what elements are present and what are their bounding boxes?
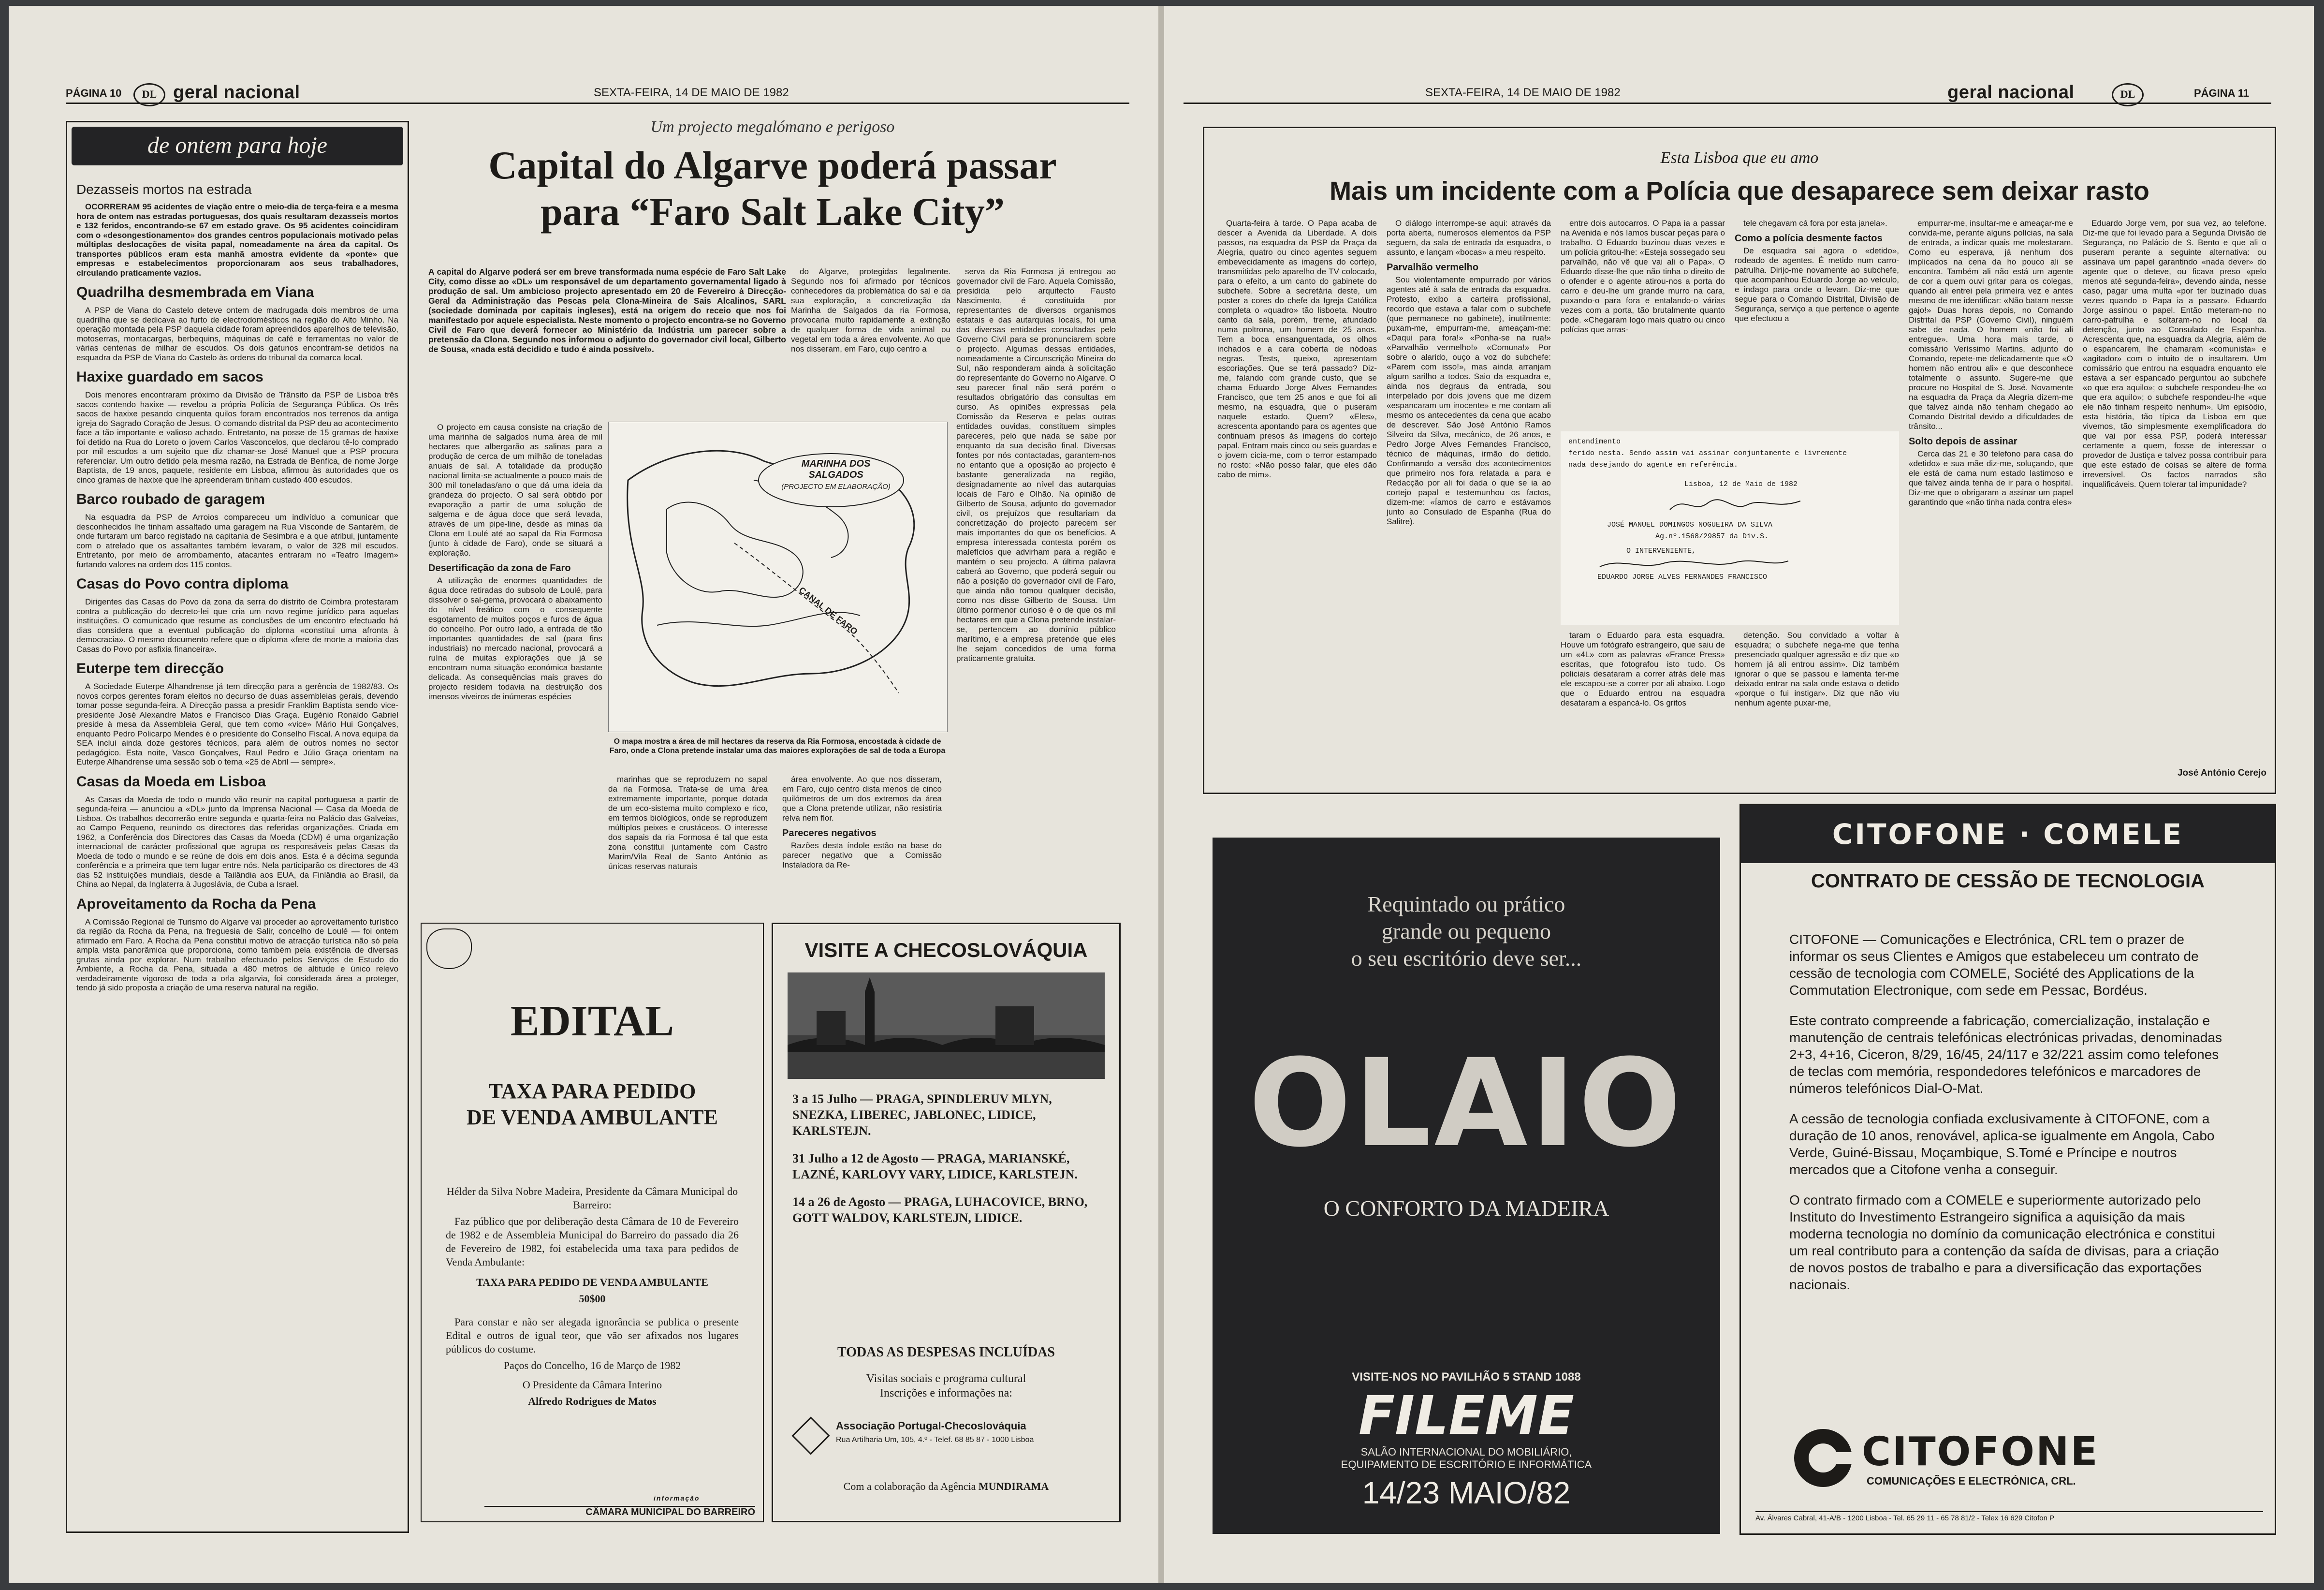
police-text: entre dois autocarros. O Papa ia a passar na Avenida e nós íamos buscar peças para o trabalho. O Eduardo buzinou duas vezes e um polícia gritou-lhe: «Esteja sossegado seu parvalhão, não vê que vai ali o Papa». O Eduardo disse-lhe que não tinha o direito de o ofender e o agente atirou-nos a porta do carro e deu-lhe um grande murro na cara, puxando-o para fora e entalando-o várias vezes com a porta, tão brutalmente quanto pode. «Chegaram logo mais quatro ou cinco polícias que arras- [1561, 219, 1725, 334]
police-text: taram o Eduardo para esta esquadra. Houve um fotógrafo estrangeiro, que saiu de um «4L» com as palavras «France Press» escritas, que fotografou isto tudo. Os policiais desataram a correr atrás dele mas ele escapou-se a correr por ali abaixo. Logo que o Eduardo entrou na esquadra desataram a espancá-lo. Os gritos [1561, 631, 1725, 707]
citofone-logo-sub: COMUNICAÇÕES E ELECTRÓNICA, CRL. [1867, 1475, 2076, 1487]
police-subhead: Solto depois de assinar [1909, 436, 2017, 447]
citofone-ad [1739, 804, 2276, 1535]
citofone-paragraph: Este contrato compreende a fabricação, comercialização, instalação e manutenção de centrais telefónicas electrónicas privadas, denominadas 2+3, 4+16, Ciceron, 8/29, 16/45, 24/117 e 32/221 assim como telefones de teclas com memória, respondedores telefónicos e marcadores de números telefónicos Dial-O-Mat. [1789, 1013, 2222, 1096]
sidebar-title: Aproveitamento da Rocha da Pena [76, 896, 316, 912]
faro-column-b-top [791, 267, 950, 383]
page-date: SEXTA-FEIRA, 14 DE MAIO DE 1982 [594, 86, 789, 99]
fileme-dates: 14/23 MAIO/82 [1362, 1475, 1571, 1510]
faro-column-a [428, 423, 602, 911]
police-column-4 [1735, 219, 1899, 427]
faro-lede: A capital do Algarve poderá ser em breve transformada numa espécie de Faro Salt Lake City, como disse ao «DL» um responsável de um departamento governamental ligado à produção de sal. Um ambicioso projecto apresentado em 20 de Fevereiro à Direcção-Geral da Administração das Pescas pela Clona-Mineira de Sais Alcalinos, SARL (sociedade dominada por capitais ingleses), está na origem do receio que nos foi manifestado por aquele especialista. Neste momento o projecto encontra-se no Governo Civil de Faro que deverá fornecer ao Ministério da Indústria um parecer sobre a pretensão da Clona. Segundo nos informou o adjunto do governador civil local, Gilberto de Sousa, «nada está decidido e tudo é ainda possível». [428, 267, 786, 354]
faro-text: área envolvente. Ao que nos disseram, em Faro, cujo centro dista menos de cinco quilómetros de um dos extremos da área que a Clona pretende utilizar, não resistiria relva nem flor. [782, 775, 942, 823]
sidebar-banner: de ontem para hoje [72, 127, 403, 165]
sidebar-body: A Sociedade Euterpe Alhandrense já tem direcção para a gerência de 1982/83. Os novos corpos gerentes foram eleitos no decurso de duas assembleias gerais, devendo tomar posse segunda-feira. A Direcção passa a presidir Franklim Baptista sendo vice-presidente José Alexandre Matos e Francisco Dias Graça. Eugénio Ronaldo Gabriel preside à mesa da Assembleia Geral, que tem como «vice» Mário Hui Gonçalves, enquanto Pedro Policarpo Mendes é o presidente do Conselho Fiscal. A nova equipa da SEA inclui ainda doze gestores técnicos, para além de outros nomes no sector pedagógico. Esta noite, Vasco Gonçalves, Raul Pedro e Júlio Graça orientam na Euterpe Alhandrense uma sessão sob o tema «25 de Abril — sempre». [76, 682, 398, 766]
checo-title: VISITE A CHECOSLOVÁQUIA [804, 939, 1088, 961]
sidebar-body: As Casas da Moeda de todo o mundo vão reunir na capital portuguesa a partir de segunda-feira — anunciou a «DL» junto da Imprensa Nacional — Casa da Moeda de Lisboa. Os trabalhos decorrerão entre segunda e quarta-feira no Palácio das Galveias, ao Campo Pequeno, reunindo os directores das referidas organizações. Criada em 1962, a Conferência dos Directores das Casas da Moeda (CDM) é uma organização internacional de carácter profissional que agrupa os responsáveis pelas Casas da Moeda de todo o mundo e se reúne de dois em dois anos. Esta é a décima segunda conferência e a primeira que tem lugar entre nós. Nela participarão os directores de 43 das 52 instituições mundiais, desde a Tailândia aos EUA, da Finlândia ao Brasil, da China ao Nepal, da Inglaterra à Jugoslávia, de Cuba a Israel. [76, 795, 398, 889]
faro-subhead: Desertificação da zona de Faro [428, 563, 571, 574]
checo-info [773, 1371, 1119, 1400]
edital-footer: CÂMARA MUNICIPAL DO BARREIRO [484, 1506, 755, 1519]
section-name: geral nacional [173, 82, 300, 103]
checo-info-line-1: Visitas sociais e programa cultural [866, 1372, 1026, 1385]
sidebar-body: A PSP de Viana do Castelo deteve ontem de madrugada dois membros de uma quadrilha que se dedicava ao furto de electrodomésticos na região do Alto Minho. Na operação montada pela PSP daquela cidade foram apreendidos aparelhos de televisão, motoserras, montacargas, berbequins, máquinas de café e ferramentas no valor de várias centenas de milhar de escudos. Os dois gatunos encontram-se detidos na esquadra da PSP de Viana do Castelo às ordens do tribunal da comarca local. [76, 306, 398, 362]
citofone-logo-icon [1794, 1429, 1852, 1487]
sidebar-title: Quadrilha desmembrada em Viana [76, 284, 314, 300]
right-page [1164, 6, 2314, 1583]
faro-headline-line-1: Capital do Algarve poderá passar [488, 143, 1057, 187]
fileme-subtitle [1213, 1446, 1720, 1471]
sidebar-body: Dirigentes das Casas do Povo da zona da serra do distrito de Coimbra protestaram contra a publicação do decreto-lei que cria um novo regime jurídico para aquelas instituições. O comunicado que resume as conclusões de um encontro efectuado há dias considera que a eventual publicação do diploma «constitui uma afronta à democracia». O mesmo documento refere que o diploma «fere de morte a maioria das Casas do Povo por asfixia financeira». [76, 597, 398, 654]
association-logo-icon [791, 1416, 830, 1455]
map-label-projecto: (PROJECTO EM ELABORAÇÃO) [781, 483, 891, 491]
police-column-6 [2083, 219, 2266, 765]
dl-logo: DL [2112, 83, 2144, 106]
police-text: De esquadra sai agora o «detido», rodeado de agentes. É metido num carro-patrulha. Dirijo-me novamente ao subchefe, que acompanhou Eduardo Jorge ao veículo, e indago para onde o levam. Diz-me que segue para o Comando Distrital, Divisão de Segurança, serviço a que pertence o agente que efectuou a [1735, 246, 1899, 323]
faro-headline [424, 142, 1121, 235]
faro-kicker: Um projecto megalómano e perigoso [650, 118, 895, 136]
faro-map [608, 422, 948, 732]
interveniente-signature-icon [1568, 557, 1891, 572]
sidebar-title: Dezasseis mortos na estrada [76, 182, 252, 197]
citofone-paragraph: O contrato firmado com a COMELE e superiormente autorizado pelo Instituto do Investimento Estrangeiro significa a aquisição da mais moderna tecnologia no domínio da comunicação electrónica e constitui um real contributo para a contenção da saída de divisas, para a criação de novos postos de trabalho e para a diversificação das exportações nacionais. [1789, 1192, 2219, 1292]
faro-column-d [956, 267, 1116, 915]
citofone-logo: CITOFONE [1862, 1429, 2099, 1475]
sidebar-title: Euterpe tem direcção [76, 661, 224, 677]
edital-closing: Para constar e não ser alegada ignorância se publica o presente Edital e outros de igual teor, que vão ser afixados nos lugares públicos do costume. [446, 1316, 739, 1355]
police-kicker: Esta Lisboa que eu amo [1660, 149, 1819, 167]
fileme-logo: FILEME [1359, 1384, 1574, 1446]
faro-text: marinhas que se reproduzem no sapal da ria Formosa. Trata-se de uma área extremamente importante, porque dotada de um eco-sistema muito complexo e rico, em termos biológicos, onde se reproduzem múltiplos peixes e crustáceos. O interesse dos sapais da ria Formosa é tal que esta zona constitui juntamente com Castro Marim/Vila Real de Santo António as únicas reservas naturais [608, 775, 768, 871]
edital-info-label: informação [654, 1494, 700, 1502]
edital-subtitle-line-1: TAXA PARA PEDIDO [488, 1079, 696, 1103]
citofone-paragraph: A cessão de tecnologia confiada exclusivamente à CITOFONE, com a duração de 10 anos, renovável, aplica-se igualmente em Angola, Cabo Verde, Guiné-Bissau, Moçambique, S.Tomé e Príncipe e noutros mercados que a Citofone venha a conseguir. [1789, 1111, 2215, 1177]
page-number: PÁGINA 10 [66, 87, 122, 99]
sidebar-title: Casas do Povo contra diploma [76, 576, 289, 592]
faro-text: Razões desta índole estão na base do parecer negativo que a Comissão Instaladora da Re- [782, 841, 942, 869]
sidebar-title: Haxixe guardado em sacos [76, 369, 263, 385]
section-name: geral nacional [1947, 82, 2075, 103]
newspaper-spread [9, 6, 2314, 1583]
police-column-5 [1909, 219, 2073, 784]
page-number: PÁGINA 11 [2194, 87, 2250, 99]
edital-ad [421, 923, 764, 1522]
faro-text: A utilização de enormes quantidades de água doce retiradas do subsolo de Loulé, para dissolver o sal-gema, provocará o abaixamento do nível freático com o consequente esgotamento de muitos poços e furos de água do concelho. Por outro lado, a entrada de tão importantes quantidades de sal (para fins industriais) no mercado nacional, provocará a ruína de muitas explorações que já se encontram numa situação económica bastante delicada. As consequências mais graves do projecto residem todavia na destruição dos imensos viveiros de inúmeras espécies [428, 576, 602, 701]
edital-body [446, 1185, 739, 1456]
police-column-2 [1387, 219, 1551, 784]
fileme-subtitle-line-2: EQUIPAMENTO DE ESCRITÓRIO E INFORMÁTICA [1341, 1458, 1592, 1471]
citofone-address: Av. Álvares Cabral, 41-A/B - 1200 Lisboa - Tel. 65 29 11 - 65 78 81/2 - Telex 16 629 Citofon P [1755, 1511, 2263, 1522]
police-subhead: Como a polícia desmente factos [1735, 233, 1883, 244]
checoslovaquia-ad [772, 923, 1121, 1522]
police-text: Sou violentamente empurrado por vários agentes até à sala de entrada da esquadra. Protesto, exibo a carteira profissional, recordo que estava a falar com o subchefe (que permanece no gabinete), inutilmente: puxam-me, empurram-me, ameaçam-me: «Daqui para fora!» «Ponha-se na rua!» «Parvalhão vermelho!» «Comuna!» Por sobre o alarido, ouço a voz do subchefe: «Parem com isso!», mas ainda arranjam algum sarilho a todos. Saio da esquadra e, ainda nos degraus da entrada, sou interpelado por dois jovens que me dizem «espancaram um inocente» e me contam ali mesmo os antecedentes da cena que acabo de descrever. São José António Ramos Silveiro da Silva, mecânico, de 26 anos, e Pedro Jorge Alves Fernandes Francisco, técnico de máquinas, irmão do detido. Confirmando a versão dos acontecimentos que primeiro nos fora relatada a para e Redacção por ali foi dada o que se ia ao cortejo papal e testemunhou os factos, dizem-me: «Íamos de carro e estávamos junto ao Consulado de Espanha (Rua do Salitre). [1387, 275, 1551, 526]
sidebar-body: Dois menores encontraram próximo da Divisão de Trânsito da PSP de Lisboa três sacos contendo haxixe — revelou a própria Polícia de Segurança Pública. Os três sacos de haxixe pesando cinquenta quilos foram encontrados nos terrenos da antiga igreja do Sagrado Coração de Jesus. O comando distrital da PSP deu ao acontecimento face a tão importante e valioso achado. Entretanto, na posse de 15 gramas de haxixe foi detido na Rua do Loreto o jovem Carlos Vasconcelos, que declarou tê-lo comprado por mil escudos a um sujeito que diz chamar-se José Manuel que a PSP procura referenciar. Um outro detido pela mesma razão, na Estrada de Benfica, de nome Jorge Baptista, de 19 anos, paquete, residente em Lisboa, afirmou às autoridades que os cinco gramas de haxixe que lhe apreenderam tinham custado 400 escudos. [76, 390, 398, 485]
police-text: detenção. Sou convidado a voltar à esquadra; o subchefe nega-me que tenha presenciado qualquer agressão e diz que «o homem já ali entrou assim». Diz também ignorar o que se passou e lamenta ter-me deixado entrar na sala onde estava o detido «porque o fui instigar». Diz que não viu nenhum agente puxar-me, [1735, 631, 1899, 707]
sidebar-title: Barco roubado de garagem [76, 491, 265, 507]
olaio-tagline [1213, 891, 1720, 972]
header-rule [1184, 103, 2271, 104]
police-subhead: Parvalhão vermelho [1387, 262, 1479, 273]
citofone-header: CITOFONE · COMELE [1832, 818, 2184, 851]
police-byline: José António Cerejo [2177, 768, 2266, 778]
citofone-logo-icon-gap [1823, 1452, 1852, 1464]
sidebar-body: Na esquadra da PSP de Arroios compareceu um indivíduo a comunicar que desconhecidos lhe tinham assaltado uma garagem na Rua Visconde de Santarém, de onde furtaram um barco registado na capitania de Sesimbra e a que atribui, juntamente com o atrelado que os assaltantes também levaram, o valor de 328 mil escudos. Entretanto, por meio de arrombamento, atacantes entraram no «Teatro Imagem» furtando valores na ordem dos 115 contos. [76, 513, 398, 569]
police-text: Quarta-feira à tarde. O Papa acaba de descer a Avenida da Liberdade. A dois passos, na esquadra da PSP da Praça da Alegria, quatro ou cinco agentes seguem embevecidamente as imagens do cortejo, transmitidas pelo aparelho de TV colocado, para o efeito, a um canto do gabinete do subchefe. Sobre a secretária deste, um poster a cores do chefe da Igreja Católica completa o «quadro» tão lisboeta. Noutro canto da sala, porém, treme, afundado numa poltrona, um homem de 25 anos. Tem a boca ensanguentada, os olhos inchados e a cara coberta de nódoas negras. Tests, queixo, apresentam escoriações. Que se terá passado? Diz-me, falando com grande custo, que se chama Eduardo Jorge Alves Fernandes Francisco, que tem 25 anos e que foi ali mesmo, na esquadra, que o puseram naquele estado. Quem? «Eles», acrescenta apontando para os agentes que continuam presos às imagens do cortejo papal. Entram mais cinco ou seis guardas e o jovem cicia-me, com o terror estampado no rosto: «Não posso falar, que eles dão cabo de mim». [1217, 219, 1377, 479]
sidebar-lede: OCORRERAM 95 acidentes de viação entre o meio-dia de terça-feira e a mesma hora de ontem nas estradas portuguesas, dos quais resultaram dezasseis mortos e 132 feridos, encontrando-se 67 em estado grave. Os 95 acidentes coincidiram com o «desongestionamento» dos grandes centros populacionais motivado pelas múltiplas deslocações de visita papal, nomeadamente na área da capital. Os transportes públicos eram esta manhã amostra evidente da «ponte» que empresas e estabelecimentos proporcionaram aos seus trabalhadores, circulando praticamente vazios. [76, 202, 398, 278]
police-text: O diálogo interrompe-se aqui: através da porta aberta, numerosos elementos da PSP seguem, da sala de entrada da esquadra, o assunto, e lançam «bocas» a meu respeito. [1387, 219, 1551, 257]
police-column-4-lower [1735, 631, 1899, 785]
olaio-tagline-line-3: o seu escritório deve ser... [1351, 946, 1582, 971]
faro-column-c [782, 775, 942, 915]
doc-line: ferido nesta. Sendo assim vai assinar conjuntamente e livremente [1568, 449, 1847, 457]
edital-intro: Hélder da Silva Nobre Madeira, Presidente da Câmara Municipal do Barreiro: [446, 1185, 738, 1211]
faro-column-b-bottom [608, 775, 768, 915]
map-caption: O mapa mostra a área de mil hectares da reserva da Ria Formosa, encostada à cidade de Faro, onde a Clona pretende instalar uma das maiores explorações de sal de toda a Europa [609, 737, 946, 755]
doc-line: JOSÉ MANUEL DOMINGOS NOGUEIRA DA SILVA [1607, 521, 1773, 529]
header-rule [66, 103, 1129, 104]
trip-route: PRAGA, SPINDLERUV MLYN, SNEZKA, LIBEREC, JABLONEC, LIDICE, KARLSTEJN. [792, 1092, 1052, 1138]
trip-dates: 31 Julho a 12 de Agosto [792, 1151, 919, 1165]
faro-text: serva da Ria Formosa já entregou ao governador civil de Faro. Aquela Comissão, presidida pelo arquitecto Fausto Nascimento, é constituída por representantes de diversos organismos estatais e das autarquias locais, foi uma das diversas entidades consultadas pelo Governo Civil para se pronunciarem sobre o projecto. Algumas dessas entidades, nomeadamente a Circunscrição Mineira do Sul, não responderam ainda à solicitação do representante do Governo no Algarve. O seu parecer final não será porém o resultados obrigatório das consultas em curso. As opiniões expressas pela Comissão da Reserva e pelas outras entidades ouvidas, constituem simples pareceres, pelo que nada se sabe por enquanto da sua decisão final. Diversas fontes por nós contactadas, garantem-nos no entanto que a oposição ao projecto é bastante generalizada na região, designadamente ao nível das autarquias locais de Faro e Olhão. Na opinião de Gilberto de Sousa, adjunto do governador civil, os prejuízos que resultariam da concretização do projecto parecem ser mais importantes do que os benefícios. A empresa interessada contesta porém os malefícios que advirham para a região e mantém o seu projecto. A última palavra caberá ao Governo, que poderá seguir ou não a posição do governador civil de Faro, que ainda não tomou qualquer decisão, como nos disse Gilberto de Sousa. Um último pormenor curioso é o de que os mil hectares em que a Clona pretende instalar-se, pertencem ao domínio público marítimo, e a empresa pretende que eles lhe sejam concedidos de uma forma praticamente gratuita. [956, 267, 1116, 663]
olaio-tagline-line-1: Requintado ou prático [1367, 892, 1565, 916]
page-date: SEXTA-FEIRA, 14 DE MAIO DE 1982 [1425, 86, 1621, 99]
checo-collab [773, 1480, 1119, 1493]
trip-route: PRAGA, LUHACOVICE, BRNO, GOTT WALDOV, KARLSTEJN, LIDICE. [792, 1195, 1088, 1225]
checo-included: TODAS AS DESPESAS INCLUÍDAS [837, 1345, 1055, 1360]
checo-collab-prefix: Com a colaboração da Agência [843, 1480, 976, 1492]
prague-bridge-image [788, 972, 1105, 1079]
sidebar-text [76, 175, 398, 1524]
citofone-header-bar [1741, 805, 2275, 863]
dl-logo: DL [133, 83, 165, 106]
edital-subtitle [422, 1078, 763, 1131]
olaio-tagline-line-2: grande ou pequeno [1382, 919, 1551, 943]
edital-fee-line: TAXA PARA PEDIDO DE VENDA AMBULANTE [476, 1276, 708, 1288]
olaio-visit: VISITE-NOS NO PAVILHÃO 5 STAND 1088 [1352, 1370, 1581, 1384]
doc-line: nada desejando do agente em referência. [1568, 461, 1739, 469]
police-text: Cerca das 21 e 30 telefono para casa do «detido» e sua mãe diz-me, soluçando, que ele está de cama num estado lastimoso e que talvez ainda tenha de ir para o hospital. Diz-me que o obrigaram a assinar um papel garantindo que «não tinha nada contra eles» [1909, 449, 2073, 507]
faro-text: O projecto em causa consiste na criação de uma marinha de salgados numa área de mil hectares que albergarão as salinas para a produção de cerca de um milhão de toneladas anuais de sal. A totalidade da produção nacional limita-se actualmente a pouco mais de 300 mil toneladas/ano o que dá uma ideia da grandeza do projecto. O sal será obtido por evaporação a partir de uma solução de salgema e de água doce que será levada, através de um pipe-line, desde as minas da Clona em Loulé até ao sapal da Ria Formosa (junto à cidade de Faro), onde se situará a exploração. [428, 423, 602, 558]
edital-place-date: Paços do Concelho, 16 de Março de 1982 [503, 1359, 681, 1371]
doc-line: entendimento [1568, 438, 1621, 446]
doc-line: Lisboa, 12 de Maio de 1982 [1684, 480, 1798, 488]
edital-fee-value: 50$00 [579, 1293, 606, 1305]
trip-route: PRAGA, MARIANSKÉ, LAZNÉ, KARLOVY VARY, LIDICE, KARLSTEJN. [792, 1151, 1078, 1181]
signed-document [1561, 431, 1899, 625]
edital-subtitle-line-2: DE VENDA AMBULANTE [467, 1105, 718, 1129]
citofone-paragraph: CITOFONE — Comunicações e Electrónica, CRL tem o prazer de informar os seus Clientes e Amigos que estabeleceu um contrato de cessão de tecnologia com COMELE, Société des Applications de la Commutation Electronique, com sede em Pessac, Bordéus. [1789, 932, 2199, 998]
edital-signer: Alfredo Rodrigues de Matos [528, 1395, 657, 1407]
barreiro-crest-icon [426, 928, 472, 969]
citofone-body [1789, 931, 2224, 1366]
sidebar-body: A Comissão Regional de Turismo do Algarve vai proceder ao aproveitamento turístico da região da Rocha da Pena, na freguesia de Salir, concelho de Loulé — foi ontem afirmado em Faro. A Rocha da Pena constitui motivo de atracção turística não só pela ampla vista panorâmica que proporciona, como também pela existência de diversas grutas ainda por explorar. Num trabalho efectuado pelos Serviços de Estudo do Ambiente, a Rocha da Pena, situada a 480 metros de altitude e único relevo verdadeiramente vigoroso de toda a orla algarvia, foi considerada área a proteger, tendo já sido proposta a criação de uma reserva natural na região. [76, 917, 398, 992]
trip-dates: 3 a 15 Julho [792, 1092, 857, 1106]
edital-title: EDITAL [510, 997, 674, 1045]
fileme-subtitle-line-1: SALÃO INTERNACIONAL DO MOBILIÁRIO, [1360, 1446, 1572, 1458]
checo-address: Rua Artilharia Um, 105, 4.º - Telef. 68 85 87 - 1000 Lisboa [836, 1436, 1034, 1444]
olaio-ad [1213, 838, 1720, 1534]
sidebar-title: Casas da Moeda em Lisboa [76, 773, 266, 790]
trip-dates: 14 a 26 de Agosto [792, 1195, 886, 1209]
spread-gutter [1158, 6, 1164, 1583]
police-headline: Mais um incidente com a Polícia que desaparece sem deixar rasto [1330, 177, 2149, 206]
olaio-slogan: O CONFORTO DA MADEIRA [1323, 1196, 1609, 1221]
faro-headline-line-2: para “Faro Salt Lake City” [541, 190, 1005, 234]
left-page-header [9, 6, 1158, 103]
agent-signature-icon [1568, 490, 1891, 519]
police-column-3-lower [1561, 631, 1725, 785]
prague-photo [788, 972, 1105, 1079]
edital-signer-role: O Presidente da Câmara Interino [522, 1379, 662, 1391]
police-column-1 [1217, 219, 1377, 784]
olaio-brand: OLAIO [1248, 1033, 1684, 1174]
doc-line: Ag.nº.1568/29857 da Div.S. [1655, 532, 1769, 541]
police-text: empurrar-me, insultar-me e ameaçar-me e convida-me, perante alguns polícias, na sala de entrada, a indicar quais me molestaram. Como eu esperava, já nenhum dos implicados na cena da ho pouco ali se encontra. Também ali não está um agente de cor a quem ouvi gritar para os colegas, quando ali entrei pela primeira vez e antes mesmo de me identificar: «Não batam nesse gajo!» Duas horas depois, no Comando Distrital da PSP (Governo Civil), ninguém sabe de nada. O homem «não foi ali entregue». Uma hora mais tarde, o comissário Veríssimo Martins, adjunto do Comando, repete-me delicadamente que «O homem não entrou ali» e que desconhece totalmente o assunto. Sugere-me que procure no Hospital de S. José. Novamente na esquadra da Praça da Alegria dizem-me que talvez ainda não tenham chegado ao Comando Distrital devido a dificuldades de trânsito... [1909, 219, 2073, 431]
checo-trips: 3 a 15 Julho — PRAGA, SPINDLERUV MLYN, SNEZKA, LIBEREC, JABLONEC, LIDICE, KARLSTEJN. 31 Julho a 12 de Agosto — PRAGA, MARIANSKÉ, LAZNÉ, KARLOVY VARY, LIDICE, KARLSTEJN. 14 a 26 de Agosto — PRAGA, LUHACOVICE, BRNO, GOTT WALDOV, KARLSTEJN, LIDICE. [792, 1092, 1088, 1225]
left-page [9, 6, 1158, 1583]
doc-line: EDUARDO JORGE ALVES FERNANDES FRANCISCO [1597, 573, 1768, 581]
police-column-3 [1561, 219, 1725, 427]
doc-line: O INTERVENIENTE, [1626, 547, 1696, 555]
map-label-salgados: MARINHA DOS SALGADOS [801, 458, 871, 480]
citofone-subheader: CONTRATO DE CESSÃO DE TECNOLOGIA [1811, 870, 2205, 892]
checo-org: Associação Portugal-Checoslováquia [836, 1420, 1026, 1432]
faro-subhead: Pareceres negativos [782, 828, 877, 839]
police-text: Eduardo Jorge vem, por sua vez, ao telefone. Diz-me que foi levado para a Segunda Divisão de Segurança, no Palácio de S. Bento e que ali o puseram perante a seguinte alternativa: ou assinava um papel garantindo «nada dever» do agente que o deteve, ou ficava preso «pelo menos até segunda-feira», devendo ainda, nesse caso, pagar uma multa «por ter buzinado duas vezes quando o Papa ia a passar». Eduardo Jorge assinou o papel. Então meteram-no no carro-patrulha e soltaram-no no local da detenção, junto ao Consulado de Espanha. Acrescenta que, na esquadra da Alegria, além de o espancarem, lhe chamaram «comunista» e «agitador» com o intuito de o insultarem. Um comissário que entrou na esquadra enquanto ele estava a ser espancado perguntou ao subchefe «o que era aquilo»; o subchefe respondeu-lhe «o que era aquilo»; o subchefe respondeu-lhe «que ele não tinham respeito nenhum». Um episódio, esta história, tão típica da Lisboa em que vivemos, tão simplesmente exemplificadora do que vai por essa PSP, poderá interessar certamente a quem, fosse de interessar o provedor de Justiça e talvez possa contribuir para que este estado de coisas se altere de forma irreversível. Os factos narrados são inqualificáveis. Quem tolerar tal impunidade? [2083, 219, 2266, 489]
map-label-canal: CANAL DE FARO [797, 585, 860, 637]
checo-agency: MUNDIRAMA [978, 1480, 1049, 1492]
police-text: tele chegavam cá fora por esta janela». [1743, 219, 1887, 228]
checo-info-line-2: Inscrições e informações na: [880, 1387, 1012, 1399]
right-page-header [1164, 6, 2314, 103]
faro-text: do Algarve, protegidas legalmente. Segundo nos foi afirmado por técnicos conhecedores da problemática do sal e da sua exploração, a concretização da Marinha de Salgados da ria Formosa, provocaria muito rapidamente a extinção de qualquer forma de vida animal ou vegetal em toda a área envolvente. Ao que nos disseram, em Faro, cujo centro a [791, 267, 950, 353]
edital-text: Faz público que por deliberação desta Câmara de 10 de Fevereiro de 1982 e de Assembleia Municipal do Barreiro do passado dia 26 de Fevereiro de 1982, foi estabelecida uma taxa para pedidos de Venda Ambulante: [446, 1215, 739, 1268]
